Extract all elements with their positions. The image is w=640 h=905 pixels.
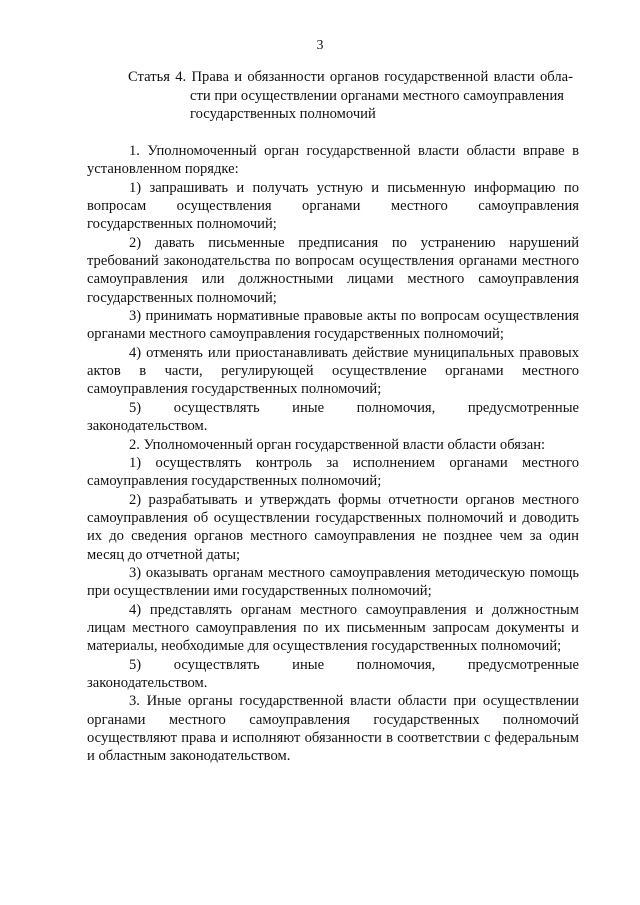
paragraph: 5) осуществлять иные полномочия, предусмотренные законодательством.	[87, 656, 579, 691]
paragraph: 5) осуществлять иные полномочия, предусмотренные законодательством.	[87, 399, 579, 435]
paragraph: 4) отменять или приостанавливать действие муниципальных правовых актов в части, регулирующей осуществление органами местного самоуправления государственных полномочий;	[87, 344, 579, 398]
paragraph: 2. Уполномоченный орган государственной власти области обязан:	[129, 436, 546, 453]
article-heading	[128, 68, 573, 124]
heading-line: Статья 4. Права и обязанности органов государственной власти обла-	[128, 69, 573, 85]
paragraph: 4) представлять органам местного самоуправления и должностным лицам местного самоуправления по их письменным запросам документы и материалы, необходимые для осуществления государственных полномочий;	[87, 601, 579, 655]
paragraph: 3) оказывать органам местного самоуправления методическую помощь при осуществлении ими государственных полномочий;	[87, 564, 579, 600]
page-number: 3	[316, 38, 324, 53]
paragraph: 3) принимать нормативные правовые акты по вопросам осуществления органами местного самоуправления государственных полномочий;	[87, 308, 579, 343]
paragraph: 1. Уполномоченный орган государственной власти области вправе в установленном порядке:	[87, 143, 579, 178]
heading-line: сти при осуществлении органами местного самоуправления	[190, 87, 565, 104]
paragraph: 1) осуществлять контроль за исполнением органами местного самоуправления государственных полномочий;	[87, 454, 579, 490]
paragraph: 2) давать письменные предписания по устранению нарушений требований законодательства по вопросам осуществления органами местного самоуправления или должностными лицами местного самоуправления государственных полномочий;	[87, 234, 579, 306]
paragraph: 3. Иные органы государственной власти области при осуществлении органами местного самоуправления государственных полномочий осуществляют права и исполняют обязанности в соответствии с федеральным и областным законодательством.	[87, 693, 579, 765]
paragraph: 1) запрашивать и получать устную и письменную информацию по вопросам осуществления органами местного самоуправления государственных полномочий;	[87, 179, 579, 233]
paragraph: 2) разрабатывать и утверждать формы отчетности органов местного самоуправления об осуществлении государственных полномочий и доводить их до сведения органов местного самоуправления не позднее чем за один месяц до отчетной даты;	[87, 491, 579, 563]
article-body	[87, 142, 579, 766]
heading-line: государственных полномочий	[190, 106, 376, 122]
